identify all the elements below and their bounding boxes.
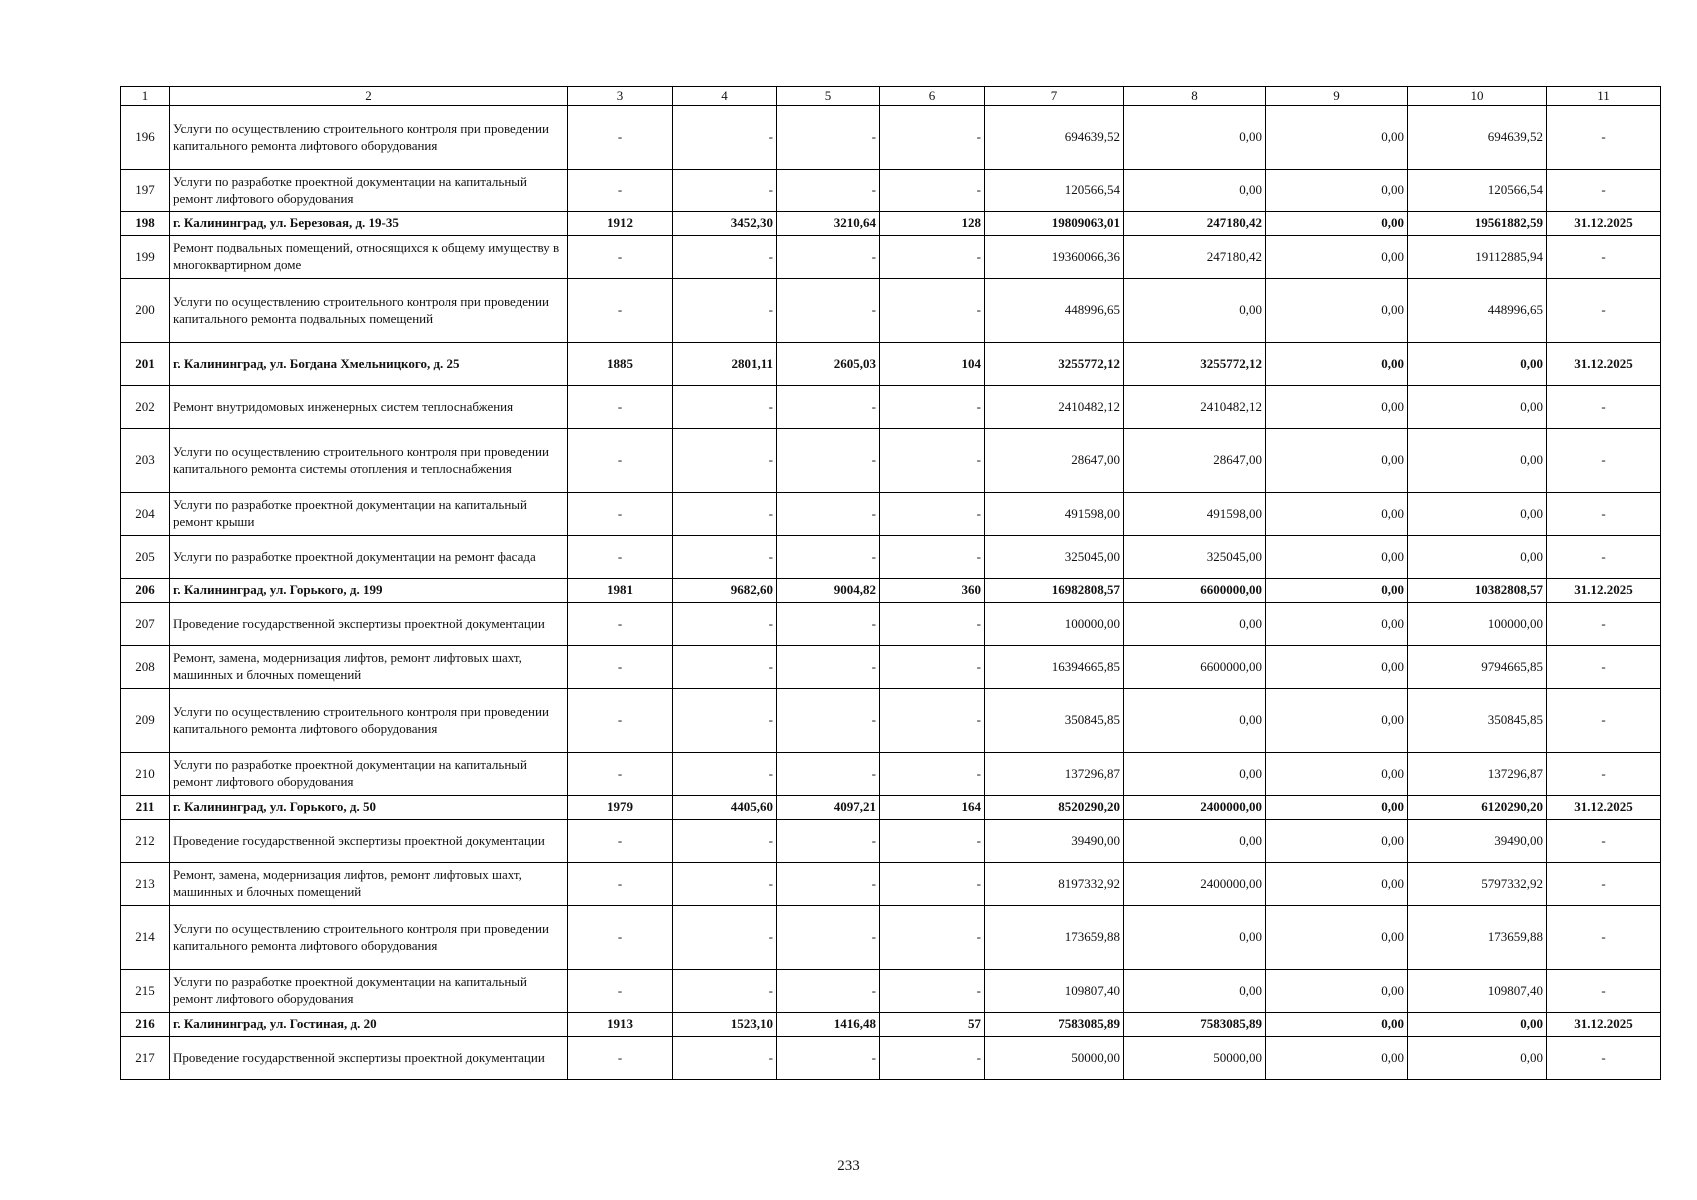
table-row — [121, 863, 1661, 906]
row-number-cell: 212 — [121, 820, 170, 863]
year-built-cell: - — [568, 863, 673, 906]
total-cost-cell: 39490,00 — [985, 820, 1124, 863]
residents-cell: - — [880, 820, 985, 863]
year-built-cell: - — [568, 1037, 673, 1080]
fund-cost-cell: 247180,42 — [1124, 212, 1266, 236]
total-area-cell: - — [673, 493, 777, 536]
work-description-cell: Проведение государственной экспертизы проектной документации — [170, 603, 568, 646]
owners-cost-cell: 5797332,92 — [1408, 863, 1547, 906]
total-area-cell: - — [673, 820, 777, 863]
deadline-cell: 31.12.2025 — [1547, 343, 1661, 386]
budget-cost-cell: 0,00 — [1266, 536, 1408, 579]
total-area-cell: - — [673, 646, 777, 689]
total-cost-cell: 8520290,20 — [985, 796, 1124, 820]
work-description-cell: Услуги по осуществлению строительного контроля при проведении капитального ремонта подвальных помещений — [170, 279, 568, 343]
budget-cost-cell: 0,00 — [1266, 493, 1408, 536]
residential-area-cell: - — [777, 753, 880, 796]
year-built-cell: - — [568, 236, 673, 279]
residential-area-cell: - — [777, 863, 880, 906]
row-number-cell: 208 — [121, 646, 170, 689]
residents-cell: - — [880, 753, 985, 796]
table-row — [121, 579, 1661, 603]
owners-cost-cell: 0,00 — [1408, 386, 1547, 429]
budget-cost-cell: 0,00 — [1266, 753, 1408, 796]
deadline-cell: - — [1547, 106, 1661, 170]
work-description-cell: г. Калининград, ул. Гостиная, д. 20 — [170, 1013, 568, 1037]
residential-area-cell: 4097,21 — [777, 796, 880, 820]
owners-cost-cell: 350845,85 — [1408, 689, 1547, 753]
deadline-cell: 31.12.2025 — [1547, 1013, 1661, 1037]
residents-cell: - — [880, 863, 985, 906]
total-area-cell: - — [673, 863, 777, 906]
total-cost-cell: 109807,40 — [985, 970, 1124, 1013]
deadline-cell: 31.12.2025 — [1547, 212, 1661, 236]
row-number-cell: 202 — [121, 386, 170, 429]
year-built-cell: - — [568, 906, 673, 970]
budget-cost-cell: 0,00 — [1266, 386, 1408, 429]
fund-cost-cell: 6600000,00 — [1124, 579, 1266, 603]
budget-cost-cell: 0,00 — [1266, 1013, 1408, 1037]
owners-cost-cell: 0,00 — [1408, 493, 1547, 536]
table-row — [121, 236, 1661, 279]
work-description-cell: г. Калининград, ул. Березовая, д. 19-35 — [170, 212, 568, 236]
owners-cost-cell: 120566,54 — [1408, 170, 1547, 212]
residents-cell: 57 — [880, 1013, 985, 1037]
header-cell: 1 — [121, 87, 170, 106]
budget-cost-cell: 0,00 — [1266, 279, 1408, 343]
residents-cell: 104 — [880, 343, 985, 386]
header-cell: 6 — [880, 87, 985, 106]
total-cost-cell: 7583085,89 — [985, 1013, 1124, 1037]
fund-cost-cell: 0,00 — [1124, 279, 1266, 343]
table-row — [121, 106, 1661, 170]
owners-cost-cell: 694639,52 — [1408, 106, 1547, 170]
deadline-cell: - — [1547, 279, 1661, 343]
header-cell: 11 — [1547, 87, 1661, 106]
work-description-cell: Услуги по разработке проектной документации на капитальный ремонт лифтового оборудования — [170, 753, 568, 796]
owners-cost-cell: 0,00 — [1408, 1013, 1547, 1037]
fund-cost-cell: 2410482,12 — [1124, 386, 1266, 429]
header-cell: 2 — [170, 87, 568, 106]
total-cost-cell: 694639,52 — [985, 106, 1124, 170]
year-built-cell: - — [568, 536, 673, 579]
residential-area-cell: 1416,48 — [777, 1013, 880, 1037]
row-number-cell: 215 — [121, 970, 170, 1013]
deadline-cell: - — [1547, 536, 1661, 579]
residential-area-cell: - — [777, 170, 880, 212]
total-cost-cell: 448996,65 — [985, 279, 1124, 343]
residential-area-cell: - — [777, 820, 880, 863]
year-built-cell: - — [568, 689, 673, 753]
residential-area-cell: - — [777, 1037, 880, 1080]
fund-cost-cell: 7583085,89 — [1124, 1013, 1266, 1037]
row-number-cell: 206 — [121, 579, 170, 603]
row-number-cell: 198 — [121, 212, 170, 236]
header-cell: 7 — [985, 87, 1124, 106]
fund-cost-cell: 6600000,00 — [1124, 646, 1266, 689]
total-area-cell: - — [673, 279, 777, 343]
work-description-cell: Услуги по разработке проектной документации на ремонт фасада — [170, 536, 568, 579]
total-area-cell: - — [673, 170, 777, 212]
page-number: 233 — [837, 1158, 860, 1174]
total-area-cell: - — [673, 753, 777, 796]
owners-cost-cell: 39490,00 — [1408, 820, 1547, 863]
owners-cost-cell: 0,00 — [1408, 429, 1547, 493]
residential-area-cell: 2605,03 — [777, 343, 880, 386]
residential-area-cell: - — [777, 970, 880, 1013]
row-number-cell: 196 — [121, 106, 170, 170]
table-row — [121, 820, 1661, 863]
total-area-cell: - — [673, 386, 777, 429]
budget-cost-cell: 0,00 — [1266, 906, 1408, 970]
deadline-cell: - — [1547, 236, 1661, 279]
deadline-cell: - — [1547, 970, 1661, 1013]
residential-area-cell: - — [777, 429, 880, 493]
deadline-cell: - — [1547, 863, 1661, 906]
owners-cost-cell: 10382808,57 — [1408, 579, 1547, 603]
row-number-cell: 199 — [121, 236, 170, 279]
budget-cost-cell: 0,00 — [1266, 820, 1408, 863]
row-number-cell: 201 — [121, 343, 170, 386]
owners-cost-cell: 137296,87 — [1408, 753, 1547, 796]
budget-cost-cell: 0,00 — [1266, 970, 1408, 1013]
capital-repair-table — [120, 86, 1661, 1080]
deadline-cell: 31.12.2025 — [1547, 796, 1661, 820]
work-description-cell: Проведение государственной экспертизы проектной документации — [170, 1037, 568, 1080]
row-number-cell: 211 — [121, 796, 170, 820]
owners-cost-cell: 6120290,20 — [1408, 796, 1547, 820]
fund-cost-cell: 0,00 — [1124, 970, 1266, 1013]
row-number-cell: 210 — [121, 753, 170, 796]
deadline-cell: - — [1547, 820, 1661, 863]
fund-cost-cell: 0,00 — [1124, 753, 1266, 796]
table-row — [121, 689, 1661, 753]
deadline-cell: - — [1547, 429, 1661, 493]
year-built-cell: - — [568, 603, 673, 646]
budget-cost-cell: 0,00 — [1266, 236, 1408, 279]
deadline-cell: - — [1547, 753, 1661, 796]
total-cost-cell: 120566,54 — [985, 170, 1124, 212]
budget-cost-cell: 0,00 — [1266, 863, 1408, 906]
deadline-cell: - — [1547, 170, 1661, 212]
owners-cost-cell: 0,00 — [1408, 1037, 1547, 1080]
owners-cost-cell: 448996,65 — [1408, 279, 1547, 343]
work-description-cell: Услуги по осуществлению строительного контроля при проведении капитального ремонта системы отопления и теплоснабжения — [170, 429, 568, 493]
year-built-cell: - — [568, 429, 673, 493]
residential-area-cell: - — [777, 906, 880, 970]
total-cost-cell: 325045,00 — [985, 536, 1124, 579]
total-area-cell: 9682,60 — [673, 579, 777, 603]
work-description-cell: Ремонт, замена, модернизация лифтов, ремонт лифтовых шахт, машинных и блочных помещений — [170, 863, 568, 906]
row-number-cell: 197 — [121, 170, 170, 212]
work-description-cell: Услуги по осуществлению строительного контроля при проведении капитального ремонта лифтового оборудования — [170, 906, 568, 970]
deadline-cell: - — [1547, 603, 1661, 646]
header-cell: 3 — [568, 87, 673, 106]
table-row — [121, 906, 1661, 970]
budget-cost-cell: 0,00 — [1266, 170, 1408, 212]
total-area-cell: - — [673, 429, 777, 493]
work-description-cell: Проведение государственной экспертизы проектной документации — [170, 820, 568, 863]
fund-cost-cell: 0,00 — [1124, 603, 1266, 646]
row-number-cell: 204 — [121, 493, 170, 536]
budget-cost-cell: 0,00 — [1266, 212, 1408, 236]
work-description-cell: Ремонт внутридомовых инженерных систем теплоснабжения — [170, 386, 568, 429]
fund-cost-cell: 0,00 — [1124, 106, 1266, 170]
table-row — [121, 386, 1661, 429]
header-cell: 8 — [1124, 87, 1266, 106]
budget-cost-cell: 0,00 — [1266, 1037, 1408, 1080]
work-description-cell: Услуги по осуществлению строительного контроля при проведении капитального ремонта лифтового оборудования — [170, 689, 568, 753]
year-built-cell: 1885 — [568, 343, 673, 386]
owners-cost-cell: 0,00 — [1408, 536, 1547, 579]
row-number-cell: 200 — [121, 279, 170, 343]
work-description-cell: г. Калининград, ул. Богдана Хмельницкого, д. 25 — [170, 343, 568, 386]
residential-area-cell: - — [777, 386, 880, 429]
fund-cost-cell: 0,00 — [1124, 820, 1266, 863]
residents-cell: - — [880, 689, 985, 753]
residential-area-cell: - — [777, 236, 880, 279]
residential-area-cell: - — [777, 603, 880, 646]
table-row — [121, 279, 1661, 343]
table-row — [121, 170, 1661, 212]
year-built-cell: - — [568, 170, 673, 212]
residents-cell: - — [880, 646, 985, 689]
residents-cell: - — [880, 603, 985, 646]
work-description-cell: г. Калининград, ул. Горького, д. 50 — [170, 796, 568, 820]
total-area-cell: 3452,30 — [673, 212, 777, 236]
fund-cost-cell: 247180,42 — [1124, 236, 1266, 279]
year-built-cell: - — [568, 493, 673, 536]
residents-cell: - — [880, 106, 985, 170]
residential-area-cell: - — [777, 493, 880, 536]
residential-area-cell: - — [777, 106, 880, 170]
fund-cost-cell: 491598,00 — [1124, 493, 1266, 536]
fund-cost-cell: 2400000,00 — [1124, 863, 1266, 906]
table-row — [121, 796, 1661, 820]
total-area-cell: - — [673, 236, 777, 279]
work-description-cell: г. Калининград, ул. Горького, д. 199 — [170, 579, 568, 603]
work-description-cell: Услуги по осуществлению строительного контроля при проведении капитального ремонта лифтового оборудования — [170, 106, 568, 170]
year-built-cell: - — [568, 386, 673, 429]
table-row — [121, 1037, 1661, 1080]
deadline-cell: - — [1547, 493, 1661, 536]
residents-cell: - — [880, 170, 985, 212]
total-area-cell: - — [673, 1037, 777, 1080]
residents-cell: 164 — [880, 796, 985, 820]
column-number-header-row — [121, 87, 1661, 106]
table-row — [121, 970, 1661, 1013]
total-area-cell: 2801,11 — [673, 343, 777, 386]
residents-cell: 128 — [880, 212, 985, 236]
table-row — [121, 212, 1661, 236]
row-number-cell: 214 — [121, 906, 170, 970]
fund-cost-cell: 3255772,12 — [1124, 343, 1266, 386]
year-built-cell: - — [568, 753, 673, 796]
total-cost-cell: 50000,00 — [985, 1037, 1124, 1080]
table-row — [121, 753, 1661, 796]
residents-cell: - — [880, 279, 985, 343]
work-description-cell: Услуги по разработке проектной документации на капитальный ремонт крыши — [170, 493, 568, 536]
year-built-cell: 1981 — [568, 579, 673, 603]
year-built-cell: 1913 — [568, 1013, 673, 1037]
year-built-cell: 1979 — [568, 796, 673, 820]
header-cell: 4 — [673, 87, 777, 106]
header-cell: 5 — [777, 87, 880, 106]
row-number-cell: 207 — [121, 603, 170, 646]
table-row — [121, 343, 1661, 386]
fund-cost-cell: 0,00 — [1124, 170, 1266, 212]
total-cost-cell: 8197332,92 — [985, 863, 1124, 906]
fund-cost-cell: 2400000,00 — [1124, 796, 1266, 820]
owners-cost-cell: 109807,40 — [1408, 970, 1547, 1013]
total-cost-cell: 16982808,57 — [985, 579, 1124, 603]
total-area-cell: - — [673, 906, 777, 970]
table-row — [121, 536, 1661, 579]
year-built-cell: - — [568, 106, 673, 170]
owners-cost-cell: 9794665,85 — [1408, 646, 1547, 689]
budget-cost-cell: 0,00 — [1266, 106, 1408, 170]
residential-area-cell: 9004,82 — [777, 579, 880, 603]
table-row — [121, 429, 1661, 493]
budget-cost-cell: 0,00 — [1266, 646, 1408, 689]
row-number-cell: 216 — [121, 1013, 170, 1037]
residents-cell: - — [880, 493, 985, 536]
residents-cell: - — [880, 536, 985, 579]
year-built-cell: - — [568, 970, 673, 1013]
total-cost-cell: 3255772,12 — [985, 343, 1124, 386]
total-cost-cell: 19809063,01 — [985, 212, 1124, 236]
deadline-cell: - — [1547, 689, 1661, 753]
residential-area-cell: - — [777, 689, 880, 753]
total-area-cell: - — [673, 536, 777, 579]
total-area-cell: - — [673, 970, 777, 1013]
total-area-cell: 4405,60 — [673, 796, 777, 820]
table-row — [121, 646, 1661, 689]
work-description-cell: Услуги по разработке проектной документации на капитальный ремонт лифтового оборудования — [170, 170, 568, 212]
work-description-cell: Услуги по разработке проектной документации на капитальный ремонт лифтового оборудования — [170, 970, 568, 1013]
residents-cell: 360 — [880, 579, 985, 603]
owners-cost-cell: 19561882,59 — [1408, 212, 1547, 236]
table-body — [121, 87, 1661, 1080]
budget-cost-cell: 0,00 — [1266, 689, 1408, 753]
total-area-cell: 1523,10 — [673, 1013, 777, 1037]
deadline-cell: - — [1547, 906, 1661, 970]
budget-cost-cell: 0,00 — [1266, 429, 1408, 493]
row-number-cell: 217 — [121, 1037, 170, 1080]
fund-cost-cell: 28647,00 — [1124, 429, 1266, 493]
work-description-cell: Ремонт, замена, модернизация лифтов, ремонт лифтовых шахт, машинных и блочных помещений — [170, 646, 568, 689]
residential-area-cell: 3210,64 — [777, 212, 880, 236]
residents-cell: - — [880, 1037, 985, 1080]
header-cell: 10 — [1408, 87, 1547, 106]
total-cost-cell: 16394665,85 — [985, 646, 1124, 689]
row-number-cell: 203 — [121, 429, 170, 493]
total-cost-cell: 491598,00 — [985, 493, 1124, 536]
owners-cost-cell: 19112885,94 — [1408, 236, 1547, 279]
budget-cost-cell: 0,00 — [1266, 343, 1408, 386]
table-row — [121, 603, 1661, 646]
total-cost-cell: 350845,85 — [985, 689, 1124, 753]
table-row — [121, 1013, 1661, 1037]
total-area-cell: - — [673, 689, 777, 753]
total-cost-cell: 137296,87 — [985, 753, 1124, 796]
fund-cost-cell: 50000,00 — [1124, 1037, 1266, 1080]
residential-area-cell: - — [777, 646, 880, 689]
residential-area-cell: - — [777, 279, 880, 343]
table-row — [121, 493, 1661, 536]
residents-cell: - — [880, 236, 985, 279]
fund-cost-cell: 325045,00 — [1124, 536, 1266, 579]
budget-cost-cell: 0,00 — [1266, 579, 1408, 603]
work-description-cell: Ремонт подвальных помещений, относящихся к общему имуществу в многоквартирном доме — [170, 236, 568, 279]
fund-cost-cell: 0,00 — [1124, 906, 1266, 970]
residents-cell: - — [880, 970, 985, 1013]
document-sheet — [120, 86, 1661, 1080]
total-cost-cell: 100000,00 — [985, 603, 1124, 646]
residents-cell: - — [880, 906, 985, 970]
total-cost-cell: 173659,88 — [985, 906, 1124, 970]
owners-cost-cell: 100000,00 — [1408, 603, 1547, 646]
total-cost-cell: 28647,00 — [985, 429, 1124, 493]
total-cost-cell: 2410482,12 — [985, 386, 1124, 429]
year-built-cell: - — [568, 646, 673, 689]
deadline-cell: - — [1547, 386, 1661, 429]
budget-cost-cell: 0,00 — [1266, 796, 1408, 820]
deadline-cell: - — [1547, 1037, 1661, 1080]
deadline-cell: 31.12.2025 — [1547, 579, 1661, 603]
total-cost-cell: 19360066,36 — [985, 236, 1124, 279]
row-number-cell: 205 — [121, 536, 170, 579]
owners-cost-cell: 0,00 — [1408, 343, 1547, 386]
year-built-cell: - — [568, 279, 673, 343]
budget-cost-cell: 0,00 — [1266, 603, 1408, 646]
year-built-cell: - — [568, 820, 673, 863]
fund-cost-cell: 0,00 — [1124, 689, 1266, 753]
deadline-cell: - — [1547, 646, 1661, 689]
residents-cell: - — [880, 386, 985, 429]
year-built-cell: 1912 — [568, 212, 673, 236]
row-number-cell: 213 — [121, 863, 170, 906]
residential-area-cell: - — [777, 536, 880, 579]
header-cell: 9 — [1266, 87, 1408, 106]
residents-cell: - — [880, 429, 985, 493]
total-area-cell: - — [673, 106, 777, 170]
row-number-cell: 209 — [121, 689, 170, 753]
owners-cost-cell: 173659,88 — [1408, 906, 1547, 970]
total-area-cell: - — [673, 603, 777, 646]
